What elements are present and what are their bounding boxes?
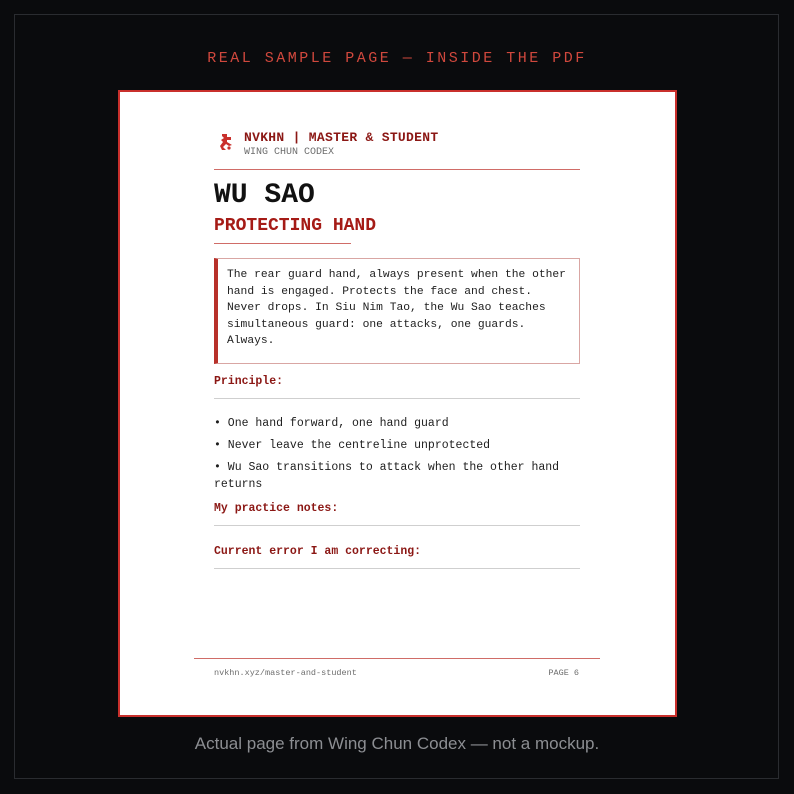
sample-page xyxy=(118,90,677,717)
principle-divider xyxy=(214,398,580,399)
footer-url: nvkhn.xyz/master-and-student xyxy=(214,668,357,678)
banner-heading: REAL SAMPLE PAGE — INSIDE THE PDF xyxy=(207,50,587,67)
wing-chun-emblem-icon xyxy=(218,132,234,152)
current-error-line xyxy=(214,568,580,569)
header-divider xyxy=(214,169,580,170)
description-box xyxy=(214,258,580,364)
practice-notes-line xyxy=(214,525,580,526)
brand-title: NVKHN | MASTER & STUDENT xyxy=(244,130,439,145)
list-item: • Never leave the centreline unprotected xyxy=(214,439,491,452)
footer-divider xyxy=(194,658,600,659)
caption: Actual page from Wing Chun Codex — not a mockup. xyxy=(194,734,600,753)
list-item: • Wu Sao transitions to attack when the other hand returns xyxy=(214,461,560,491)
title-underline xyxy=(214,243,351,244)
description-text: The rear guard hand, always present when the other hand is engaged. Protects the face and chest. Never drops. In Siu Nim Tao, the Wu Sao teaches simultaneous guard: one attacks, one guards. Always. xyxy=(227,269,566,347)
list-item: • One hand forward, one hand guard xyxy=(214,417,449,430)
brand-subtitle: WING CHUN CODEX xyxy=(244,147,335,158)
page-subtitle: PROTECTING HAND xyxy=(214,216,377,236)
practice-notes-label: My practice notes: xyxy=(214,502,339,515)
footer-page-number: PAGE 6 xyxy=(548,668,579,678)
current-error-label: Current error I am correcting: xyxy=(214,545,422,558)
principle-label: Principle: xyxy=(214,375,284,388)
page-title: WU SAO xyxy=(214,180,315,211)
